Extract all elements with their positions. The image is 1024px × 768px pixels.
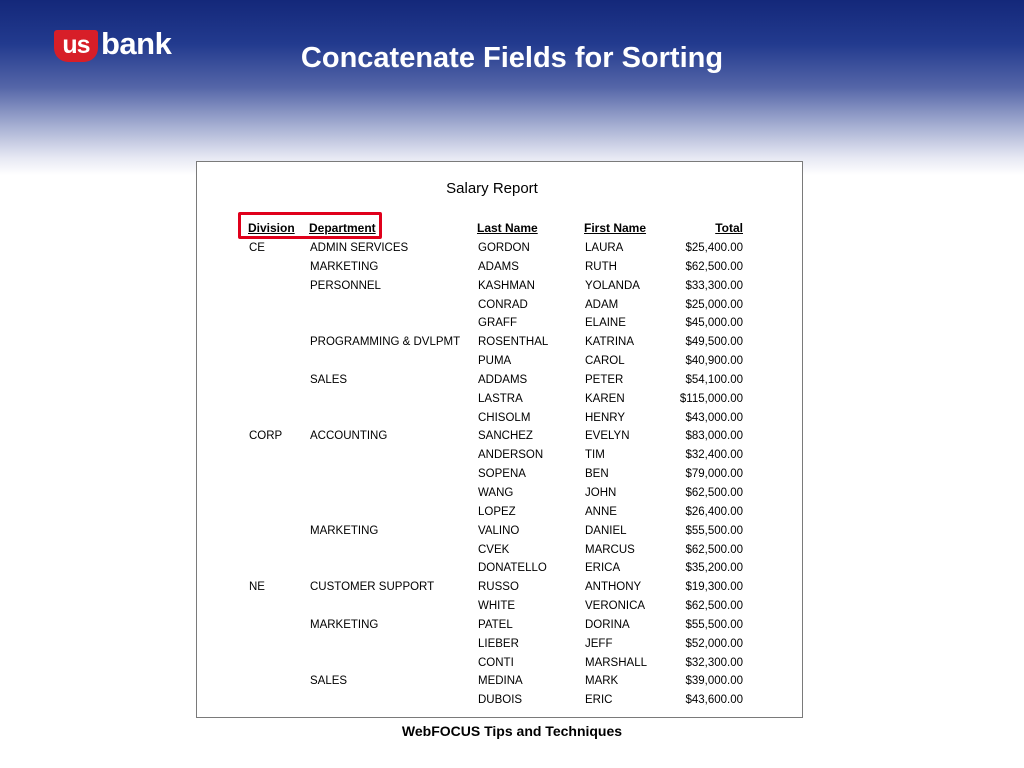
cell-first-name: PETER	[585, 373, 624, 386]
cell-last-name: KASHMAN	[478, 279, 535, 292]
cell-total: $62,500.00	[685, 486, 743, 499]
cell-total: $25,400.00	[685, 242, 743, 254]
cell-department: PERSONNEL	[310, 279, 381, 292]
table-row	[197, 314, 802, 333]
report-title: Salary Report	[446, 180, 538, 197]
cell-department: ADMIN SERVICES	[310, 242, 409, 254]
cell-first-name: ERIC	[585, 694, 613, 707]
table-row	[197, 654, 802, 673]
cell-last-name: SOPENA	[478, 468, 526, 481]
table-row	[197, 503, 802, 522]
cell-total: $49,500.00	[685, 336, 743, 349]
cell-last-name: DUBOIS	[478, 694, 523, 707]
cell-total: $83,000.00	[685, 430, 743, 443]
table-row	[197, 597, 802, 616]
cell-last-name: DONATELLO	[478, 562, 547, 575]
page-title: Concatenate Fields for Sorting	[300, 42, 724, 74]
cell-total: $32,300.00	[685, 656, 743, 669]
cell-total: $35,200.00	[685, 562, 743, 575]
cell-first-name: VERONICA	[585, 600, 646, 613]
cell-total: $55,500.00	[685, 618, 743, 631]
column-header-first-name: First Name	[584, 221, 647, 235]
cell-last-name: ANDERSON	[478, 449, 544, 462]
report-title-wrap	[197, 179, 787, 199]
cell-first-name: MARSHALL	[585, 656, 647, 669]
cell-total: $52,000.00	[685, 637, 743, 650]
cell-last-name: PATEL	[478, 618, 513, 631]
cell-total: $55,500.00	[685, 524, 743, 537]
cell-first-name: CAROL	[585, 355, 625, 368]
cell-last-name: CONRAD	[478, 298, 528, 311]
table-row	[197, 371, 802, 390]
cell-total: $43,000.00	[685, 411, 743, 424]
cell-first-name: MARK	[585, 675, 619, 688]
cell-first-name: RUTH	[585, 260, 617, 273]
cell-total: $62,500.00	[685, 260, 743, 273]
cell-first-name: JOHN	[585, 486, 617, 499]
cell-last-name: PUMA	[478, 355, 512, 368]
table-row	[197, 635, 802, 654]
cell-first-name: EVELYN	[585, 430, 630, 443]
cell-total: $45,000.00	[685, 317, 743, 330]
cell-last-name: MEDINA	[478, 675, 523, 688]
table-row	[197, 390, 802, 409]
cell-total: $62,500.00	[685, 600, 743, 613]
table-row	[197, 427, 802, 446]
cell-total: $115,000.00	[679, 392, 743, 405]
cell-total: $40,900.00	[685, 355, 743, 368]
cell-last-name: RUSSO	[478, 581, 519, 594]
cell-first-name: LAURA	[585, 242, 624, 254]
cell-department: MARKETING	[310, 260, 379, 273]
salary-report	[196, 161, 803, 718]
table-row	[197, 409, 802, 428]
cell-department: CUSTOMER SUPPORT	[310, 581, 435, 594]
cell-department: SALES	[310, 675, 348, 688]
cell-last-name: LASTRA	[478, 392, 523, 405]
cell-last-name: WANG	[478, 486, 514, 499]
cell-last-name: LOPEZ	[478, 505, 516, 518]
table-row	[197, 446, 802, 465]
cell-total: $43,600.00	[685, 694, 743, 707]
cell-total: $33,300.00	[685, 279, 743, 292]
table-row	[197, 691, 802, 710]
cell-department: MARKETING	[310, 618, 379, 631]
cell-last-name: CVEK	[478, 543, 510, 556]
table-row	[197, 541, 802, 560]
cell-first-name: YOLANDA	[585, 279, 640, 292]
logo-shield: us	[54, 30, 98, 62]
column-header-total: Total	[715, 221, 743, 235]
cell-first-name: JEFF	[585, 637, 613, 650]
footer-text: WebFOCUS Tips and Techniques	[401, 723, 623, 739]
table-row	[197, 578, 802, 597]
cell-department: PROGRAMMING & DVLPMT	[310, 336, 461, 349]
table-row	[197, 465, 802, 484]
table-row	[197, 522, 802, 541]
cell-last-name: GRAFF	[478, 317, 517, 330]
cell-last-name: ROSENTHAL	[478, 336, 549, 349]
cell-first-name: HENRY	[585, 411, 626, 424]
cell-last-name: CHISOLM	[478, 411, 531, 424]
cell-first-name: KATRINA	[585, 336, 634, 349]
cell-first-name: ERICA	[585, 562, 621, 575]
cell-first-name: DORINA	[585, 618, 630, 631]
column-header-last-name: Last Name	[477, 221, 538, 235]
table-row	[197, 672, 802, 691]
cell-total: $79,000.00	[685, 468, 743, 481]
cell-department: MARKETING	[310, 524, 379, 537]
cell-last-name: SANCHEZ	[478, 430, 533, 443]
column-header-department: Department	[309, 221, 376, 235]
page-title-wrap	[0, 40, 1024, 76]
cell-total: $39,000.00	[685, 675, 743, 688]
cell-first-name: BEN	[585, 468, 609, 481]
cell-division: NE	[249, 581, 265, 594]
table-row	[197, 333, 802, 352]
report-rows	[197, 239, 802, 710]
cell-division: CE	[249, 242, 265, 254]
cell-first-name: KAREN	[585, 392, 625, 405]
cell-division: CORP	[249, 430, 283, 443]
cell-total: $25,000.00	[685, 298, 743, 311]
cell-first-name: TIM	[585, 449, 605, 462]
cell-first-name: ANTHONY	[585, 581, 642, 594]
cell-last-name: LIEBER	[478, 637, 519, 650]
table-row	[197, 352, 802, 371]
table-row	[197, 559, 802, 578]
cell-total: $26,400.00	[685, 505, 743, 518]
cell-total: $62,500.00	[685, 543, 743, 556]
cell-first-name: ELAINE	[585, 317, 626, 330]
table-row	[197, 239, 802, 258]
cell-last-name: CONTI	[478, 656, 514, 669]
table-row	[197, 484, 802, 503]
cell-department: SALES	[310, 373, 348, 386]
cell-total: $19,300.00	[685, 581, 743, 594]
cell-last-name: WHITE	[478, 600, 516, 613]
cell-first-name: ADAM	[585, 298, 619, 311]
logo-wordmark: bank	[101, 26, 172, 61]
table-row	[197, 616, 802, 635]
cell-department: ACCOUNTING	[310, 430, 388, 443]
table-row	[197, 258, 802, 277]
cell-last-name: VALINO	[478, 524, 520, 537]
cell-first-name: ANNE	[585, 505, 617, 518]
cell-total: $54,100.00	[685, 373, 743, 386]
cell-last-name: ADDAMS	[478, 373, 528, 386]
cell-first-name: MARCUS	[585, 543, 635, 556]
cell-total: $32,400.00	[685, 449, 743, 462]
cell-last-name: GORDON	[478, 242, 530, 254]
cell-last-name: ADAMS	[478, 260, 519, 273]
cell-first-name: DANIEL	[585, 524, 627, 537]
column-header-division: Division	[248, 221, 295, 235]
table-row	[197, 277, 802, 296]
table-row	[197, 296, 802, 315]
